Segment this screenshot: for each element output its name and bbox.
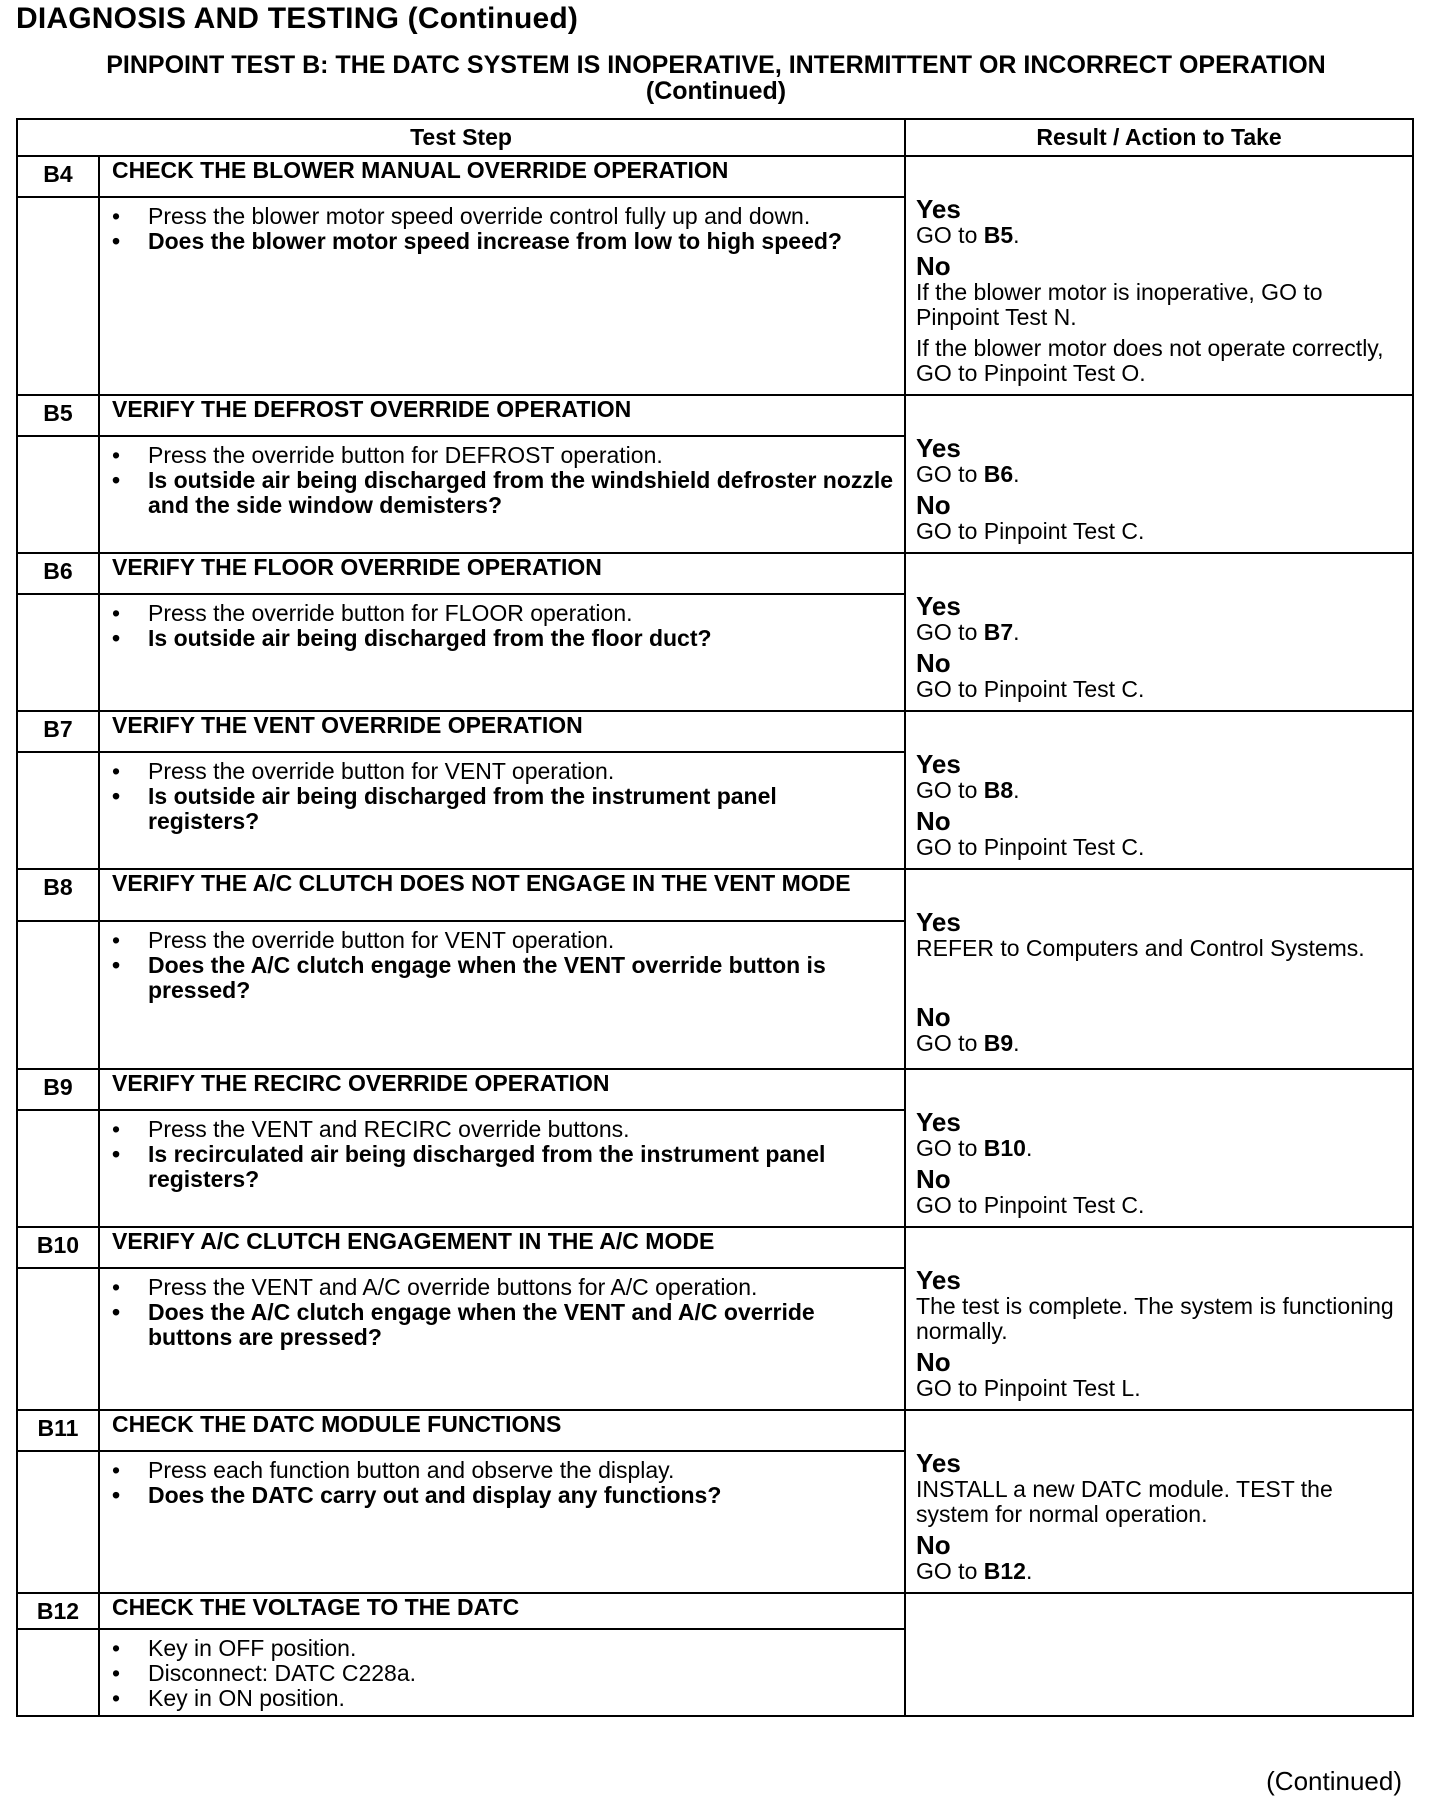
step-number-spacer [17,921,99,1069]
step-instructions-b9 [99,1110,905,1227]
step-title-b7: VERIFY THE VENT OVERRIDE OPERATION [99,711,905,752]
yes-action-step: B10 [983,1135,1026,1161]
no-action-b5: GO to Pinpoint Test C. [916,518,1145,544]
pinpoint-test-title [16,52,1416,104]
step-title-b12: CHECK THE VOLTAGE TO THE DATC [99,1593,905,1629]
instruction-bullet: • Press the override button for DEFROST operation. [112,443,894,468]
yes-action-step: B6 [983,461,1014,487]
step-title-b4: CHECK THE BLOWER MANUAL OVERRIDE OPERATION [99,156,905,197]
step-result-b10 [905,1227,1413,1410]
yes-action-b8 [916,936,1402,961]
step-title-row-b8 [17,869,1413,921]
no-action-step: B12 [983,1558,1026,1584]
step-result-b5 [905,395,1413,553]
no-action-end: . [1013,1030,1020,1056]
instruction-bullet: • Press each function button and observe the display. [112,1458,894,1483]
question-bullet: • Does the A/C clutch engage when the VENT and A/C override buttons are pressed? [112,1300,894,1350]
step-number-spacer [17,1629,99,1716]
pinpoint-test-table [16,118,1414,1717]
no-action-text: GO to [916,1558,984,1584]
no-action-b4: If the blower motor is inoperative, GO to Pinpoint Test N. [916,279,1323,330]
step-number-b5: B5 [17,395,99,436]
no-label: No [916,648,951,678]
step-number-spacer [17,1268,99,1410]
step-result-b9 [905,1069,1413,1227]
step-number-spacer [17,1451,99,1593]
step-instructions-b11 [99,1451,905,1593]
yes-action-b6 [916,620,1402,645]
yes-action-b4 [916,223,1402,248]
yes-action-end: . [1013,619,1020,645]
yes-action-b10 [916,1294,1402,1344]
yes-action-text: GO to [916,222,984,248]
step-instructions-b4 [99,197,905,395]
step-result-b8 [905,869,1413,1069]
step-number-spacer [17,594,99,711]
yes-action-step: B8 [983,777,1014,803]
instruction-bullet: • Disconnect: DATC C228a. [112,1661,894,1686]
no-label: No [916,1002,951,1032]
step-title-row-b12 [17,1593,1413,1629]
step-number-spacer [17,752,99,869]
result-action-header: Result / Action to Take [905,119,1413,156]
no-label: No [916,1530,951,1560]
no-label: No [916,1164,951,1194]
yes-action-end: . [1025,1135,1033,1161]
no-action-step: B9 [983,1030,1014,1056]
page-title: DIAGNOSIS AND TESTING (Continued) [16,2,579,35]
no-label: No [916,490,951,520]
yes-label: Yes [916,1448,961,1478]
step-number-b7: B7 [17,711,99,752]
step-number-spacer [17,1110,99,1227]
no-action-end: . [1025,1558,1033,1584]
yes-label: Yes [916,194,961,224]
yes-action-text: GO to [916,777,984,803]
question-bullet: • Does the DATC carry out and display any functions? [112,1483,894,1508]
instruction-bullet: • Press the override button for FLOOR operation. [112,601,894,626]
no-action-text: GO to [916,1030,984,1056]
yes-action-b5 [916,462,1402,487]
no-label: No [916,1347,951,1377]
step-instructions-b7 [99,752,905,869]
step-result-b7 [905,711,1413,869]
pinpoint-title-line1: PINPOINT TEST B: THE DATC SYSTEM IS INOPERATIVE, INTERMITTENT OR INCORRECT OPERATION [106,51,1326,79]
step-number-spacer [17,436,99,553]
question-bullet: • Is outside air being discharged from the floor duct? [112,626,894,651]
question-bullet: • Is outside air being discharged from the instrument panel registers? [112,784,894,834]
step-instructions-b8 [99,921,905,1069]
table-header-row [17,119,1413,156]
instruction-bullet: • Press the override button for VENT operation. [112,928,894,953]
yes-action-text: GO to [916,619,984,645]
yes-label: Yes [916,1265,961,1295]
instruction-bullet: • Press the blower motor speed override control fully up and down. [112,204,894,229]
yes-action-text: GO to [916,461,984,487]
instruction-bullet: • Press the VENT and RECIRC override buttons. [112,1117,894,1142]
yes-action-text: The test is complete. The system is functioning normally. [916,1293,1394,1344]
no-action-b8 [916,1031,1402,1056]
step-title-row-b10 [17,1227,1413,1268]
yes-action-step: B7 [983,619,1014,645]
step-title-b8: VERIFY THE A/C CLUTCH DOES NOT ENGAGE IN THE VENT MODE [99,869,905,921]
instruction-bullet: • Key in OFF position. [112,1636,894,1661]
pinpoint-title-line2: (Continued) [645,77,787,105]
no-label: No [916,251,951,281]
yes-action-b7 [916,778,1402,803]
question-bullet: • Does the blower motor speed increase from low to high speed? [112,229,894,254]
step-instructions-b10 [99,1268,905,1410]
step-instructions-b12 [99,1629,905,1716]
instruction-bullet: • Press the VENT and A/C override buttons for A/C operation. [112,1275,894,1300]
step-instructions-b5 [99,436,905,553]
yes-action-end: . [1013,222,1020,248]
yes-action-end: . [1013,777,1020,803]
step-title-row-b5 [17,395,1413,436]
no-action-b11 [916,1559,1402,1584]
question-bullet: • Is outside air being discharged from the windshield defroster nozzle and the side window demisters? [112,468,894,518]
step-title-row-b9 [17,1069,1413,1110]
step-instructions-b6 [99,594,905,711]
step-number-b12: B12 [17,1593,99,1629]
step-result-b6 [905,553,1413,711]
step-result-b4 [905,156,1413,395]
no-label: No [916,806,951,836]
yes-label: Yes [916,433,961,463]
test-step-header: Test Step [17,119,905,156]
yes-action-b9 [916,1136,1402,1161]
step-number-b9: B9 [17,1069,99,1110]
step-title-row-b11 [17,1410,1413,1451]
step-result-b12 [905,1593,1413,1716]
yes-action-step: B5 [983,222,1014,248]
yes-action-text: REFER to Computers and Control Systems. [916,935,1365,961]
no-action-b4: If the blower motor does not operate correctly, GO to Pinpoint Test O. [916,335,1384,386]
instruction-bullet: • Key in ON position. [112,1686,894,1711]
step-title-b6: VERIFY THE FLOOR OVERRIDE OPERATION [99,553,905,594]
step-title-b11: CHECK THE DATC MODULE FUNCTIONS [99,1410,905,1451]
step-title-row-b6 [17,553,1413,594]
yes-action-end: . [1013,461,1020,487]
step-number-spacer [17,197,99,395]
yes-label: Yes [916,907,961,937]
no-action-b6: GO to Pinpoint Test C. [916,676,1145,702]
continued-footer: (Continued) [1266,1766,1402,1796]
step-number-b4: B4 [17,156,99,197]
yes-label: Yes [916,591,961,621]
step-title-row-b7 [17,711,1413,752]
yes-label: Yes [916,749,961,779]
step-title-row-b4 [17,156,1413,197]
step-number-b6: B6 [17,553,99,594]
step-title-b9: VERIFY THE RECIRC OVERRIDE OPERATION [99,1069,905,1110]
yes-label: Yes [916,1107,961,1137]
step-result-b11 [905,1410,1413,1593]
instruction-bullet: • Press the override button for VENT operation. [112,759,894,784]
step-title-b10: VERIFY A/C CLUTCH ENGAGEMENT IN THE A/C MODE [99,1227,905,1268]
step-number-b8: B8 [17,869,99,921]
no-action-b10: GO to Pinpoint Test L. [916,1375,1141,1401]
step-number-b10: B10 [17,1227,99,1268]
question-bullet: • Is recirculated air being discharged from the instrument panel registers? [112,1142,894,1192]
yes-action-text: GO to [916,1135,984,1161]
no-action-b9: GO to Pinpoint Test C. [916,1192,1145,1218]
step-title-b5: VERIFY THE DEFROST OVERRIDE OPERATION [99,395,905,436]
spacer [916,965,1402,1001]
yes-action-text: INSTALL a new DATC module. TEST the system for normal operation. [916,1476,1333,1527]
question-bullet: • Does the A/C clutch engage when the VENT override button is pressed? [112,953,894,1003]
yes-action-b11 [916,1477,1402,1527]
step-number-b11: B11 [17,1410,99,1451]
no-action-b7: GO to Pinpoint Test C. [916,834,1145,860]
